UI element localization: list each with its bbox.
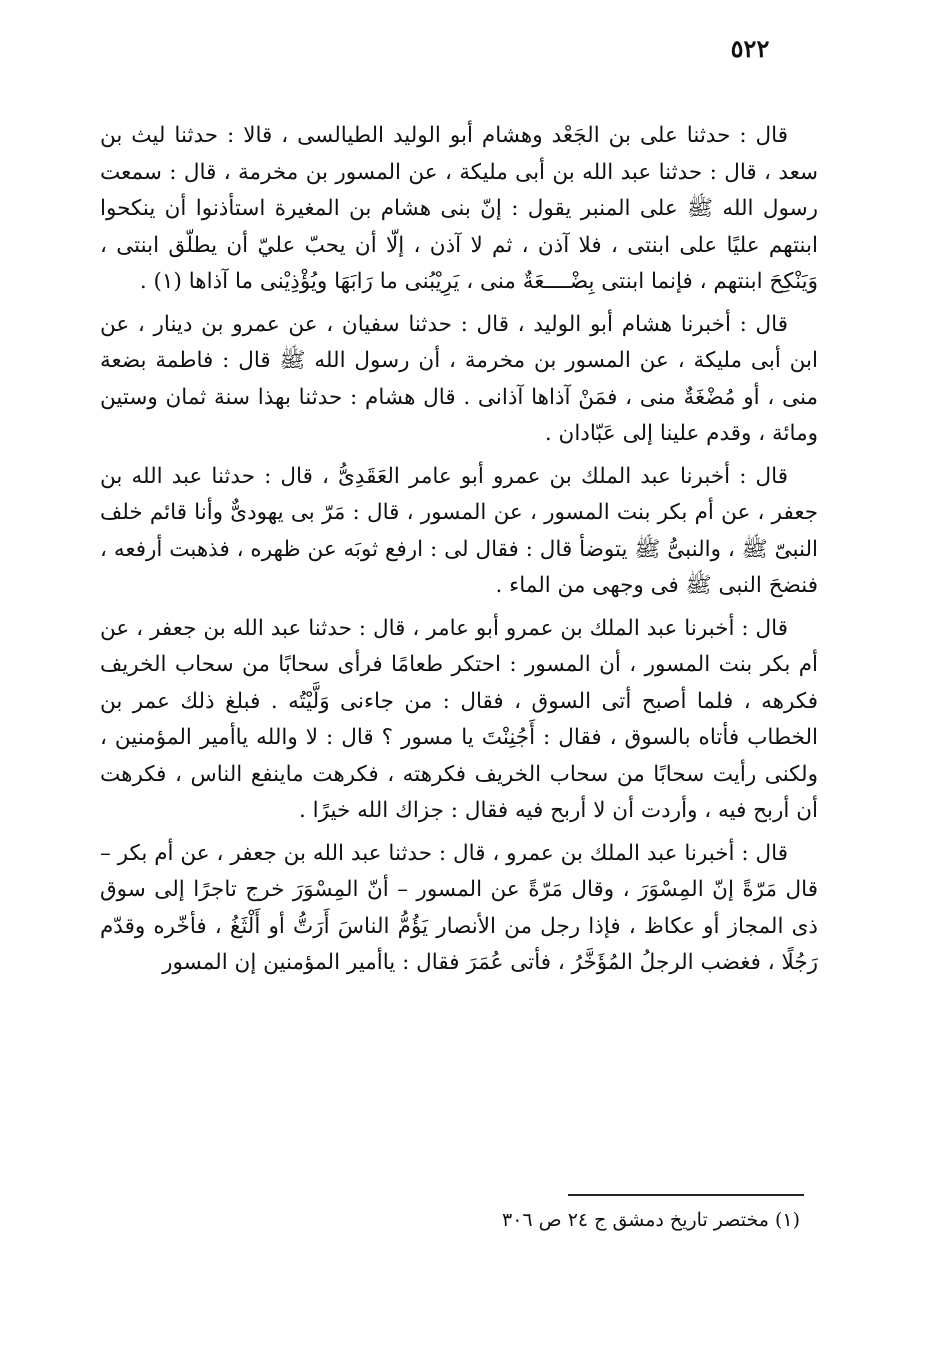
paragraph-5: قال : أخبرنا عبد الملك بن عمرو ، قال : حدثنا عبد الله بن جعفر ، عن أم بكر – قال مَرّةً إنّ المِسْوَرَ ، وقال مَرّةً عن المسور – أنّ المِسْوَرَ خرج تاجرًا إلى سوق ذى المجاز أو عكاظ ، فإذا رجل من الأنصار يَؤُمُّ الناسَ أَرَتُّ أو أَلْثَغُ ، فأخّره وقدّم رَجُلًا ، فغضب الرجلُ المُؤَخَّرُ ، فأتى عُمَرَ فقال : ياأمير المؤمنين إن المسور [100, 840, 818, 975]
footnote: (١) مختصر تاريخ دمشق ج ٢٤ ص ٣٠٦ [502, 1209, 800, 1231]
paragraph-4: قال : أخبرنا عبد الملك بن عمرو أبو عامر ، قال : حدثنا عبد الله بن جعفر ، عن أم بكر بنت المسور ، أن المسور : احتكر طعامًا فرأى سحابًا من سحاب الخريف فكرهه ، فلما أصبح أتى السوق ، فقال : من جاءنى وَلَّيْتُه . فبلغ ذلك عمر بن الخطاب فأتاه بالسوق ، فقال : أَجُنِنْتَ يا مسور ؟ قال : لا والله ياأمير المؤمنين ، ولكنى رأيت سحابًا من سحاب الخريف فكرهته ، فكرهت ماينفع الناس ، فكرهت أن أربح فيه ، وأردت أن لا أربح فيه فقال : جزاك الله خيرًا . [100, 615, 818, 823]
paragraph-3: قال : أخبرنا عبد الملك بن عمرو أبو عامر العَقَدِىُّ ، قال : حدثنا عبد الله بن جعفر ، عن أم بكر بنت المسور ، عن المسور ، قال : مَرّ بى يهودىٌّ وأنا قائم خلف النبىّ ﷺ ، والنبىُّ ﷺ يتوضأ قال : فقال لى : ارفع ثوبَه عن ظهره ، فذهبت أرفعه ، فنضحَ النبى ﷺ فى وجهى من الماء . [100, 463, 818, 598]
main-text [100, 118, 818, 988]
paragraph-2: قال : أخبرنا هشام أبو الوليد ، قال : حدثنا سفيان ، عن عمرو بن دينار ، عن ابن أبى مليكة ، عن المسور بن مخرمة ، أن رسول الله ﷺ قال : فاطمة بضعة منى ، أو مُضْغَةٌ منى ، فمَنْ آذاها آذانى . قال هشام : حدثنا بهذا سنة ثمان وستين ومائة ، وقدم علينا إلى عَبّادان . [100, 311, 818, 446]
footnote-separator [568, 1194, 804, 1196]
page-number: ٥٢٢ [730, 34, 770, 63]
paragraph-1: قال : حدثنا على بن الجَعْد وهشام أبو الوليد الطيالسى ، قالا : حدثنا ليث بن سعد ، قال : حدثنا عبد الله بن أبى مليكة ، عن المسور بن مخرمة ، قال : سمعت رسول الله ﷺ على المنبر يقول : إنّ بنى هشام بن المغيرة استأذنوا أن ينكحوا ابنتهم عليًا على ابنتى ، فلا آذن ، ثم لا آذن ، إلّا أن يحبّ عليّ أن يطلّق ابنتى ، وَيَنْكِحَ ابنتهم ، فإنما ابنتى بِضْــــعَةٌ منى ، يَرِيْبُنى ما رَابَهَا ويُؤْذِيْنى ما آذاها (١) . [100, 123, 818, 294]
